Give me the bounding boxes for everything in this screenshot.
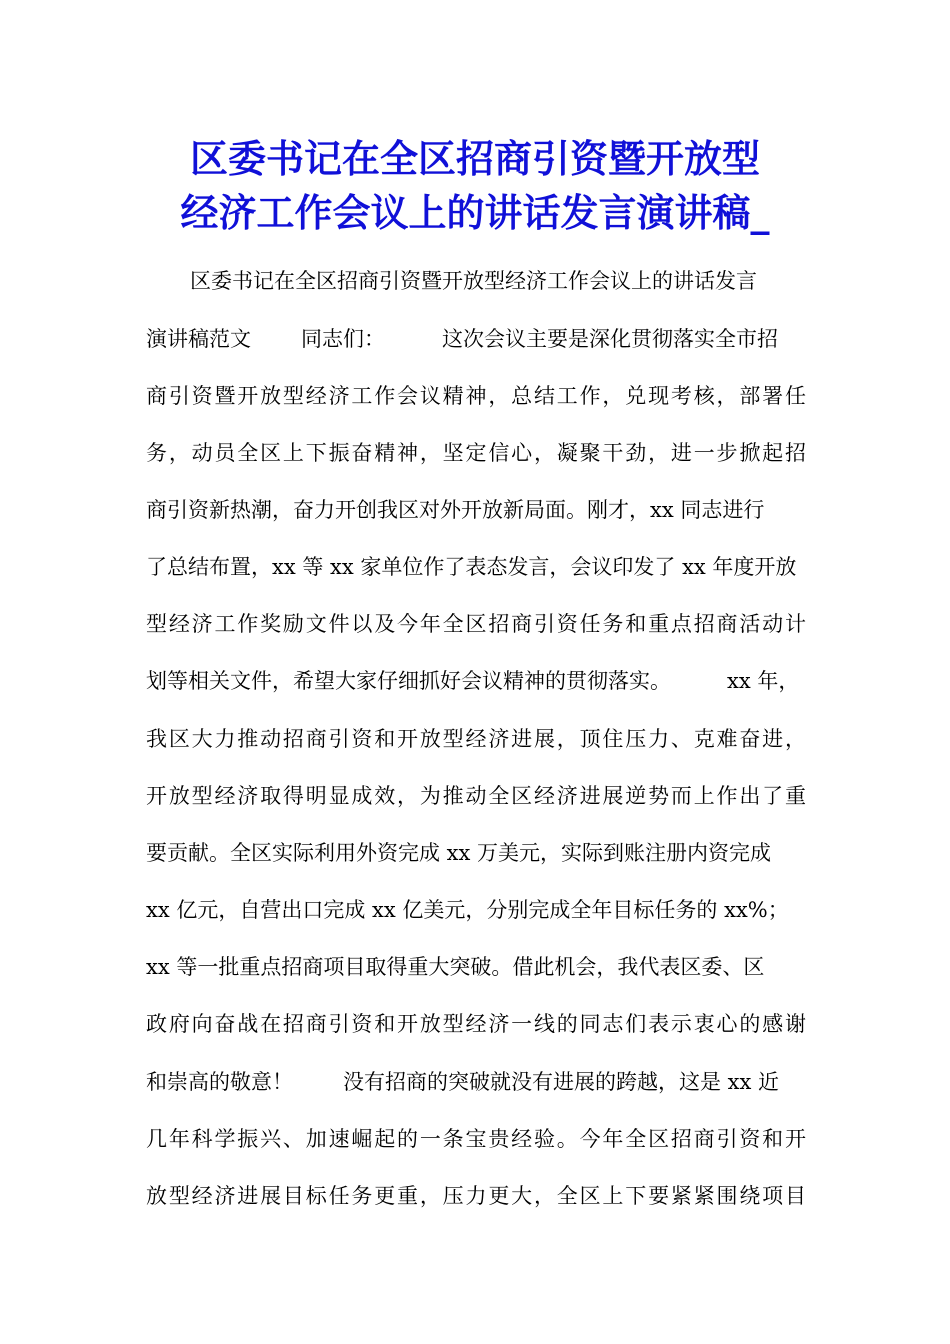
body-line-text: 没有招商的突破就没有进展的跨越，这是 xx 近 xyxy=(343,1070,780,1094)
body-line xyxy=(146,952,806,982)
body-line-text: 我区大力推动招商引资和开放型经济进展，顶住压力、克难奋进， xyxy=(146,727,806,751)
body-line-text: xx 等一批重点招商项目取得重大突破。借此机会，我代表区委、区 xyxy=(146,955,765,979)
body-line xyxy=(146,1067,806,1097)
body-line-text: 开放型经济取得明显成效，为推动全区经济进展逆势而上作出了重 xyxy=(146,784,806,808)
body-line xyxy=(146,1009,806,1039)
body-line-text: 同志们： xyxy=(301,327,385,351)
body-line xyxy=(146,438,806,468)
body-line xyxy=(146,895,806,925)
body-line xyxy=(146,1181,806,1211)
body-line-text: 型经济工作奖励文件以及今年全区招商引资任务和重点招商活动计 xyxy=(146,612,806,636)
body-line xyxy=(146,609,806,639)
body-line-text: 要贡献。全区实际利用外资完成 xx 万美元，实际到账注册内资完成 xyxy=(146,841,772,865)
body-line-text: 商引资暨开放型经济工作会议精神，总结工作，兑现考核，部署任 xyxy=(146,384,806,408)
body-line-text: 放型经济进展目标任务更重，压力更大，全区上下要紧紧围绕项目 xyxy=(146,1184,806,1208)
body-line xyxy=(146,724,806,754)
document-title-line-2: 经济工作会议上的讲话发言演讲稿_ xyxy=(180,190,770,235)
body-line-text: xx 亿元，自营出口完成 xx 亿美元，分别完成全年目标任务的 xx%； xyxy=(146,898,789,922)
body-line-text: 和崇高的敬意！ xyxy=(146,1070,293,1094)
body-line-text: 这次会议主要是深化贯彻落实全市招 xyxy=(442,327,778,351)
body-line xyxy=(146,838,806,868)
body-line-text: 了总结布置，xx 等 xx 家单位作了表态发言，会议印发了 xx 年度开放 xyxy=(146,555,797,579)
body-line-text: 政府向奋战在招商引资和开放型经济一线的同志们表示衷心的感谢 xyxy=(146,1012,806,1036)
body-line xyxy=(146,552,806,582)
body-line xyxy=(190,266,806,296)
body-line xyxy=(146,381,806,411)
body-line xyxy=(146,781,806,811)
body-line-text: 区委书记在全区招商引资暨开放型经济工作会议上的讲话发言 xyxy=(190,269,757,293)
body-line-text: 商引资新热潮，奋力开创我区对外开放新局面。刚才，xx 同志进行 xyxy=(146,498,765,522)
body-line-text: 务，动员全区上下振奋精神，坚定信心，凝聚干劲，进一步掀起招 xyxy=(146,441,806,465)
body-line xyxy=(146,324,806,354)
body-line-text: xx 年， xyxy=(727,669,800,693)
document-title-line-1: 区委书记在全区招商引资暨开放型 xyxy=(189,136,760,181)
body-line xyxy=(146,495,806,525)
body-line xyxy=(146,666,806,696)
body-line-text: 演讲稿范文 xyxy=(146,327,251,351)
body-line-text: 划等相关文件，希望大家仔细抓好会议精神的贯彻落实。 xyxy=(146,669,671,693)
body-line-text: 几年科学振兴、加速崛起的一条宝贵经验。今年全区招商引资和开 xyxy=(146,1127,806,1151)
body-line xyxy=(146,1124,806,1154)
